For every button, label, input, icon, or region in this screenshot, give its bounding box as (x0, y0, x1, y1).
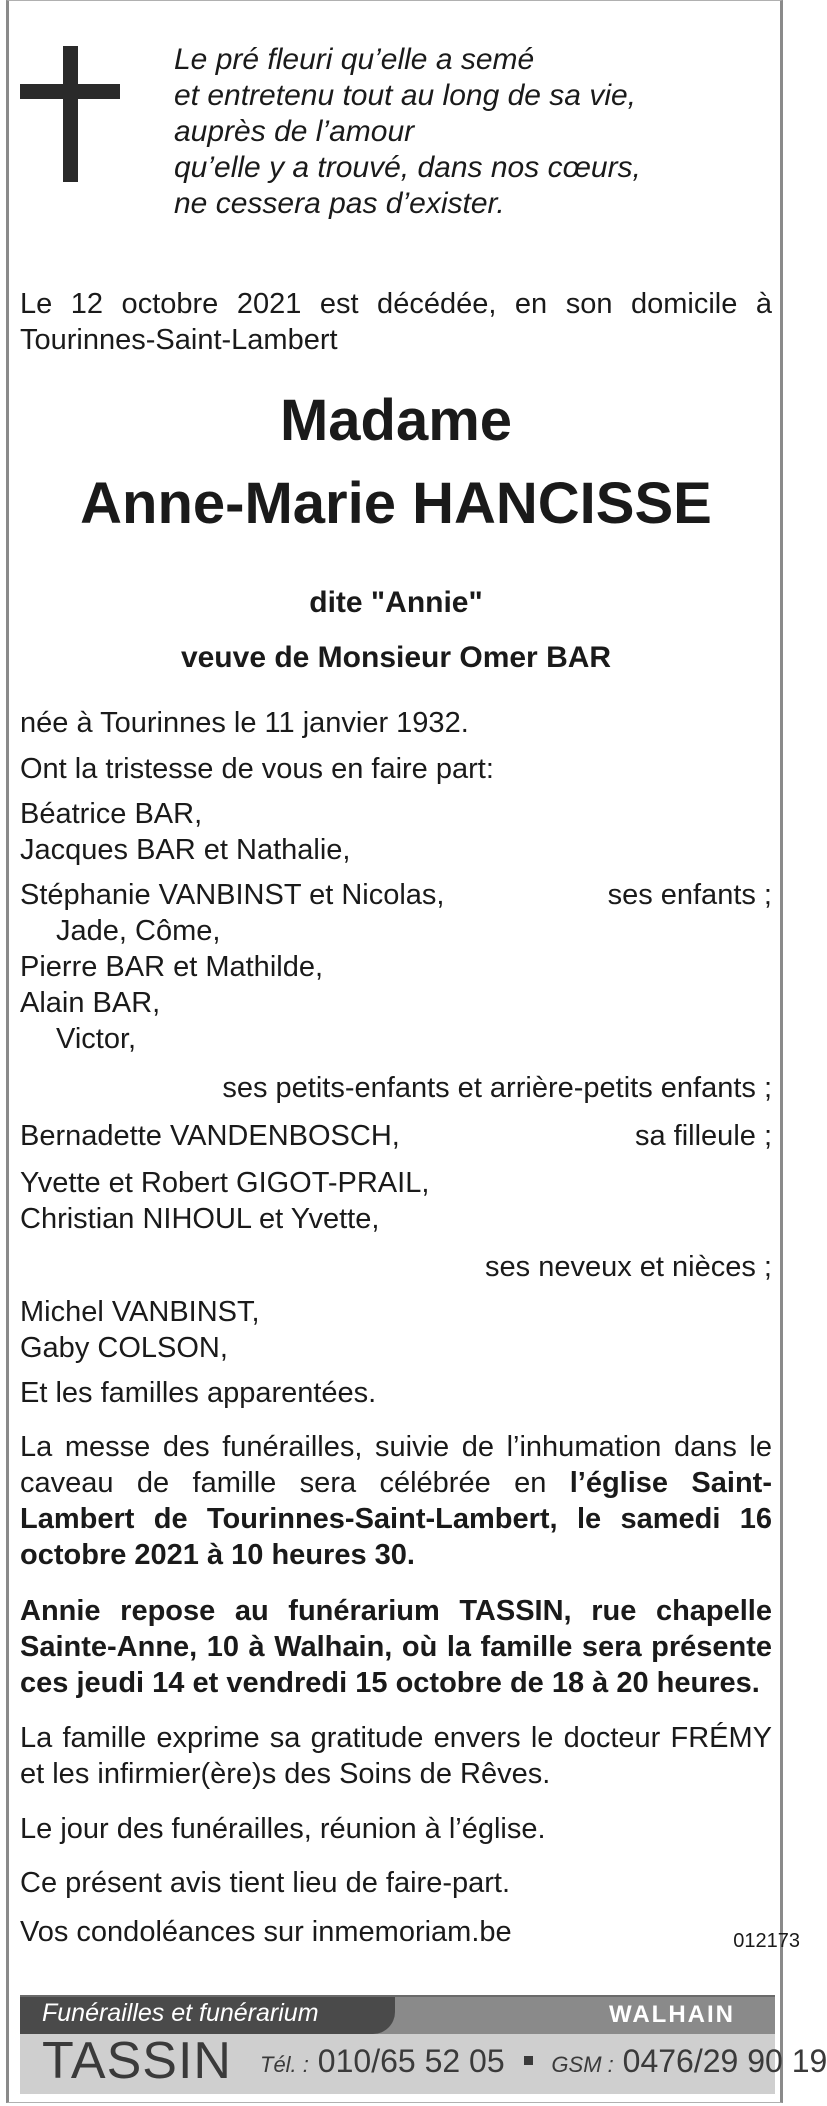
poem (174, 42, 734, 222)
reference-number: 012173 (733, 1930, 800, 1952)
list-item: Yvette et Robert GIGOT-PRAIL, (20, 1167, 430, 1199)
poem-line: Le pré fleuri qu’elle a semé (174, 43, 535, 76)
funeral-home-banner (20, 1995, 827, 2094)
list-item (20, 877, 772, 913)
relatives-line: Et les familles apparentées. (20, 1377, 377, 1409)
deceased-name: Anne-Marie HANCISSE (80, 471, 712, 536)
relation-label: ses enfants ; (607, 879, 772, 911)
poem-line: auprès de l’amour (174, 115, 415, 148)
list-item: Christian NIHOUL et Yvette, (20, 1203, 380, 1235)
list-item: Michel VANBINST, (20, 1296, 260, 1328)
gratitude-paragraph: La famille exprime sa gratitude envers le docteur FRÉMY et les infirmier(ère)s des Soins de Rêves. (20, 1722, 772, 1790)
rest-paragraph: Annie repose au funérarium TASSIN, rue chapelle Sainte-Anne, 10 à Walhain, où la famille sera présente ces jeudi 14 et vendredi 15 octobre de 18 à 20 heures. (20, 1595, 772, 1699)
list-item-name: Bernadette VANDENBOSCH, (20, 1120, 400, 1152)
widow-of: veuve de Monsieur Omer BAR (180, 641, 612, 674)
poem-line: ne cessera pas d’exister. (174, 187, 505, 220)
meeting-line: Le jour des funérailles, réunion à l’église. (20, 1813, 546, 1845)
death-intro: Le 12 octobre 2021 est décédée, en son domicile à Tourinnes-Saint-Lambert (20, 288, 772, 356)
list-item: Pierre BAR et Mathilde, (20, 951, 324, 983)
gsm-number: 0476/29 90 19 (622, 2043, 827, 2079)
list-item: Gaby COLSON, (20, 1332, 228, 1364)
notice-line: Ce présent avis tient lieu de faire-part. (20, 1867, 511, 1899)
deceased-title: Madame (279, 388, 513, 453)
birth-line: née à Tourinnes le 11 janvier 1932. (20, 707, 469, 739)
relation-label: sa filleule ; (634, 1120, 772, 1152)
separator-icon (524, 2056, 533, 2065)
mass-details: l’église Saint-Lambert de Tourinnes-Saint-Lambert, le samedi 16 octobre 2021 à 10 heures 30. (20, 1467, 772, 1571)
banner-tagline: Funérailles et funérarium (42, 1999, 319, 2027)
banner-brand: TASSIN (42, 2032, 232, 2090)
list-item-name: Stéphanie VANBINST et Nicolas, (20, 879, 445, 911)
relation-label: ses petits-enfants et arrière-petits enfants ; (222, 1072, 772, 1104)
list-item: Alain BAR, (20, 987, 161, 1019)
relation-label: ses neveux et nièces ; (485, 1251, 772, 1283)
announce-line: Ont la tristesse de vous en faire part: (20, 753, 494, 785)
banner-city: WALHAIN (609, 2001, 735, 2028)
banner-contact (260, 2043, 827, 2080)
nickname: dite "Annie" (309, 586, 483, 619)
list-item: Béatrice BAR, (20, 798, 203, 830)
gsm-label: GSM : (551, 2052, 614, 2077)
condolences-line: Vos condoléances sur inmemoriam.be (20, 1916, 512, 1948)
list-item (20, 1118, 772, 1154)
mass-paragraph (20, 1429, 772, 1573)
poem-line: qu’elle y a trouvé, dans nos cœurs, (174, 151, 641, 184)
tel-number: 010/65 52 05 (317, 2043, 505, 2079)
tel-label: Tél. : (260, 2052, 309, 2077)
cross-icon (20, 46, 120, 182)
mass-intro: La messe des funérailles, suivie de l’inhumation dans le caveau de famille sera célébrée en (20, 1431, 772, 1499)
list-item: Victor, (56, 1023, 137, 1055)
poem-line: et entretenu tout au long de sa vie, (174, 79, 636, 112)
list-item: Jade, Côme, (56, 915, 221, 947)
list-item: Jacques BAR et Nathalie, (20, 834, 351, 866)
